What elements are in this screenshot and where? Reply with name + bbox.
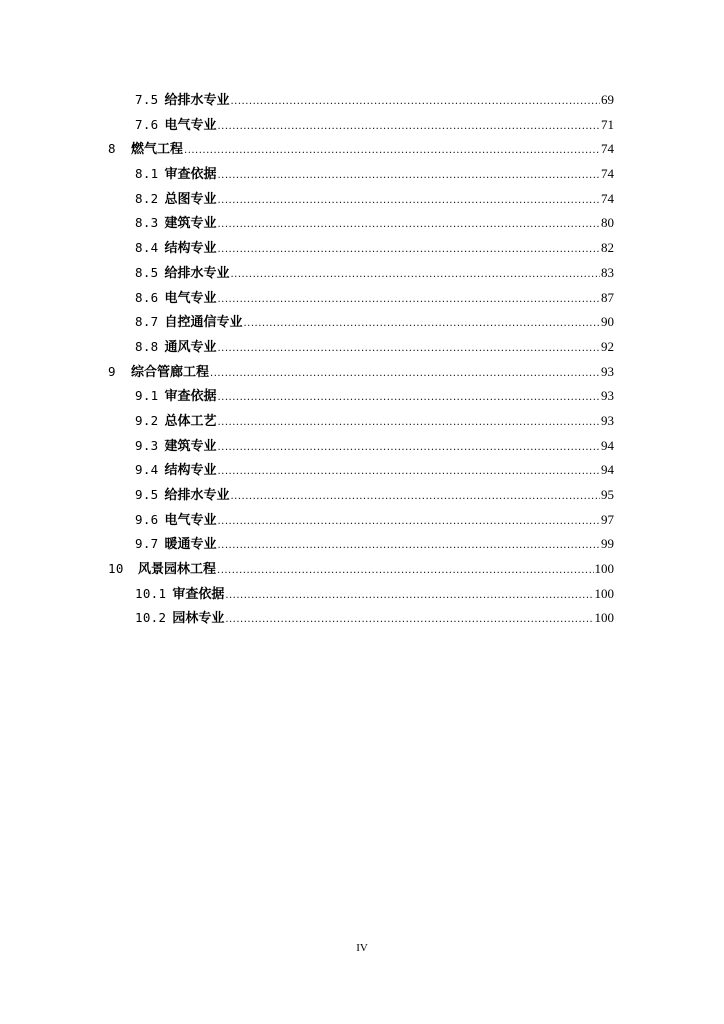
toc-entry-title: 总体工艺 bbox=[164, 413, 217, 429]
toc-entry-number: 8.5 bbox=[135, 264, 159, 280]
toc-entry-title: 风景园林工程 bbox=[138, 562, 217, 578]
toc-dot-leader bbox=[218, 411, 601, 436]
toc-entry-page: 74 bbox=[601, 190, 614, 206]
toc-entry-title: 园林专业 bbox=[172, 611, 225, 627]
toc-entry[interactable] bbox=[108, 88, 614, 113]
toc-entry-page: 100 bbox=[594, 561, 614, 577]
toc-dot-leader bbox=[210, 362, 600, 387]
toc-entry[interactable] bbox=[108, 458, 614, 483]
toc-entry-title: 审查依据 bbox=[164, 389, 217, 405]
toc-entry-page: 80 bbox=[601, 215, 614, 231]
toc-entry-title: 结构专业 bbox=[164, 241, 217, 257]
toc-entry-number: 8.2 bbox=[135, 190, 159, 206]
toc-entry-number: 9.1 bbox=[135, 388, 159, 404]
toc-entry[interactable] bbox=[108, 211, 614, 236]
toc-entry-page: 94 bbox=[601, 462, 614, 478]
toc-entry[interactable] bbox=[108, 483, 614, 508]
toc-entry-number: 8 bbox=[108, 141, 116, 157]
toc-entry[interactable] bbox=[108, 606, 614, 631]
toc-entry-title: 给排水专业 bbox=[164, 93, 230, 108]
toc-entry-page: 82 bbox=[601, 240, 614, 256]
toc-entry-page: 94 bbox=[601, 437, 614, 453]
toc-entry-page: 74 bbox=[601, 166, 614, 182]
toc-entry-title: 电气专业 bbox=[164, 117, 217, 133]
toc-dot-leader bbox=[218, 189, 601, 214]
toc-entry-number: 9 bbox=[108, 363, 116, 379]
toc-entry[interactable] bbox=[108, 113, 614, 138]
toc-entry-page: 87 bbox=[601, 289, 614, 305]
toc-entry-page: 97 bbox=[601, 511, 614, 527]
toc-entry-title: 燃气工程 bbox=[131, 142, 184, 158]
toc-entry-number: 9.2 bbox=[135, 412, 159, 428]
toc-entry-title: 结构专业 bbox=[164, 463, 217, 479]
toc-entry[interactable] bbox=[108, 236, 614, 261]
toc-entry-title: 给排水专业 bbox=[164, 265, 230, 281]
toc-dot-leader bbox=[218, 436, 601, 461]
toc-entry[interactable] bbox=[108, 582, 614, 607]
toc-dot-leader bbox=[218, 238, 601, 263]
toc-dot-leader bbox=[218, 510, 601, 535]
toc-entry-title: 电气专业 bbox=[164, 290, 217, 306]
toc-entry-page: 100 bbox=[594, 610, 614, 626]
toc-dot-leader bbox=[218, 337, 601, 362]
toc-entry-page: 95 bbox=[601, 487, 614, 502]
toc-entry-number: 10.2 bbox=[135, 610, 167, 626]
toc-entry-page: 93 bbox=[601, 388, 614, 404]
toc-entry-page: 93 bbox=[601, 363, 614, 379]
toc-entry-number: 9.7 bbox=[135, 536, 159, 552]
toc-entry-title: 建筑专业 bbox=[164, 438, 217, 454]
toc-entry[interactable] bbox=[108, 286, 614, 311]
toc-entry-number: 8.7 bbox=[135, 314, 159, 330]
toc-entry-page: 74 bbox=[601, 141, 614, 157]
toc-dot-leader bbox=[218, 288, 601, 313]
toc-entry-number: 8.1 bbox=[135, 166, 159, 182]
toc-entry-number: 8.8 bbox=[135, 338, 159, 354]
toc-entry[interactable] bbox=[108, 137, 614, 162]
toc-entry[interactable] bbox=[108, 409, 614, 434]
toc-entry-number: 10.1 bbox=[135, 585, 167, 601]
toc-entry-page: 90 bbox=[601, 314, 614, 330]
toc-dot-leader bbox=[184, 139, 600, 164]
toc-entry[interactable] bbox=[108, 532, 614, 557]
toc-entry-number: 8.3 bbox=[135, 215, 159, 231]
toc-entry-title: 暖通专业 bbox=[164, 537, 217, 553]
toc-entry[interactable] bbox=[108, 162, 614, 187]
toc-entry-number: 8.4 bbox=[135, 240, 159, 256]
toc-dot-leader bbox=[225, 608, 593, 633]
toc-entry-number: 9.6 bbox=[135, 511, 159, 527]
toc-entry[interactable] bbox=[108, 187, 614, 212]
toc-dot-leader bbox=[231, 263, 601, 288]
toc-entry-page: 100 bbox=[594, 585, 614, 601]
toc-entry[interactable] bbox=[108, 310, 614, 335]
toc-entry-number: 7.6 bbox=[135, 116, 159, 132]
toc-entry-number: 8.6 bbox=[135, 289, 159, 305]
toc-dot-leader bbox=[218, 164, 601, 189]
page-number: IV bbox=[356, 942, 368, 954]
toc-entry-page: 99 bbox=[601, 536, 614, 552]
toc-entry-page: 83 bbox=[601, 264, 614, 280]
toc-dot-leader bbox=[217, 559, 593, 584]
toc-entry-number: 9.4 bbox=[135, 462, 159, 478]
toc-entry[interactable] bbox=[108, 335, 614, 360]
toc-entry-title: 总图专业 bbox=[164, 191, 217, 207]
toc-entry-page: 69 bbox=[601, 92, 614, 107]
toc-entry-page: 93 bbox=[601, 412, 614, 428]
table-of-contents bbox=[108, 88, 614, 631]
toc-dot-leader bbox=[218, 534, 601, 559]
toc-entry-title: 建筑专业 bbox=[164, 216, 217, 232]
toc-entry[interactable] bbox=[108, 261, 614, 286]
toc-dot-leader bbox=[218, 386, 601, 411]
toc-entry-title: 自控通信专业 bbox=[164, 315, 243, 331]
toc-entry[interactable] bbox=[108, 434, 614, 459]
toc-dot-leader bbox=[225, 584, 593, 609]
toc-entry[interactable] bbox=[108, 384, 614, 409]
toc-entry-number: 10 bbox=[108, 561, 124, 577]
toc-entry[interactable] bbox=[108, 508, 614, 533]
toc-entry[interactable] bbox=[108, 557, 614, 582]
toc-dot-leader bbox=[244, 312, 601, 337]
toc-entry-number: 9.3 bbox=[135, 437, 159, 453]
toc-entry-title: 综合管廊工程 bbox=[131, 364, 210, 380]
toc-entry-title: 通风专业 bbox=[164, 339, 217, 355]
toc-dot-leader bbox=[218, 115, 601, 140]
toc-entry-title: 给排水专业 bbox=[164, 488, 230, 503]
toc-entry-title: 审查依据 bbox=[164, 167, 217, 183]
toc-dot-leader bbox=[218, 213, 601, 238]
toc-dot-leader bbox=[231, 90, 601, 115]
toc-entry-page: 71 bbox=[601, 116, 614, 132]
toc-entry-page: 92 bbox=[601, 338, 614, 354]
toc-dot-leader bbox=[231, 485, 601, 510]
toc-dot-leader bbox=[218, 460, 601, 485]
toc-entry-title: 电气专业 bbox=[164, 512, 217, 528]
toc-entry-number: 7.5 bbox=[135, 92, 159, 107]
toc-entry-title: 审查依据 bbox=[172, 586, 225, 602]
toc-entry[interactable] bbox=[108, 360, 614, 385]
toc-entry-number: 9.5 bbox=[135, 487, 159, 502]
